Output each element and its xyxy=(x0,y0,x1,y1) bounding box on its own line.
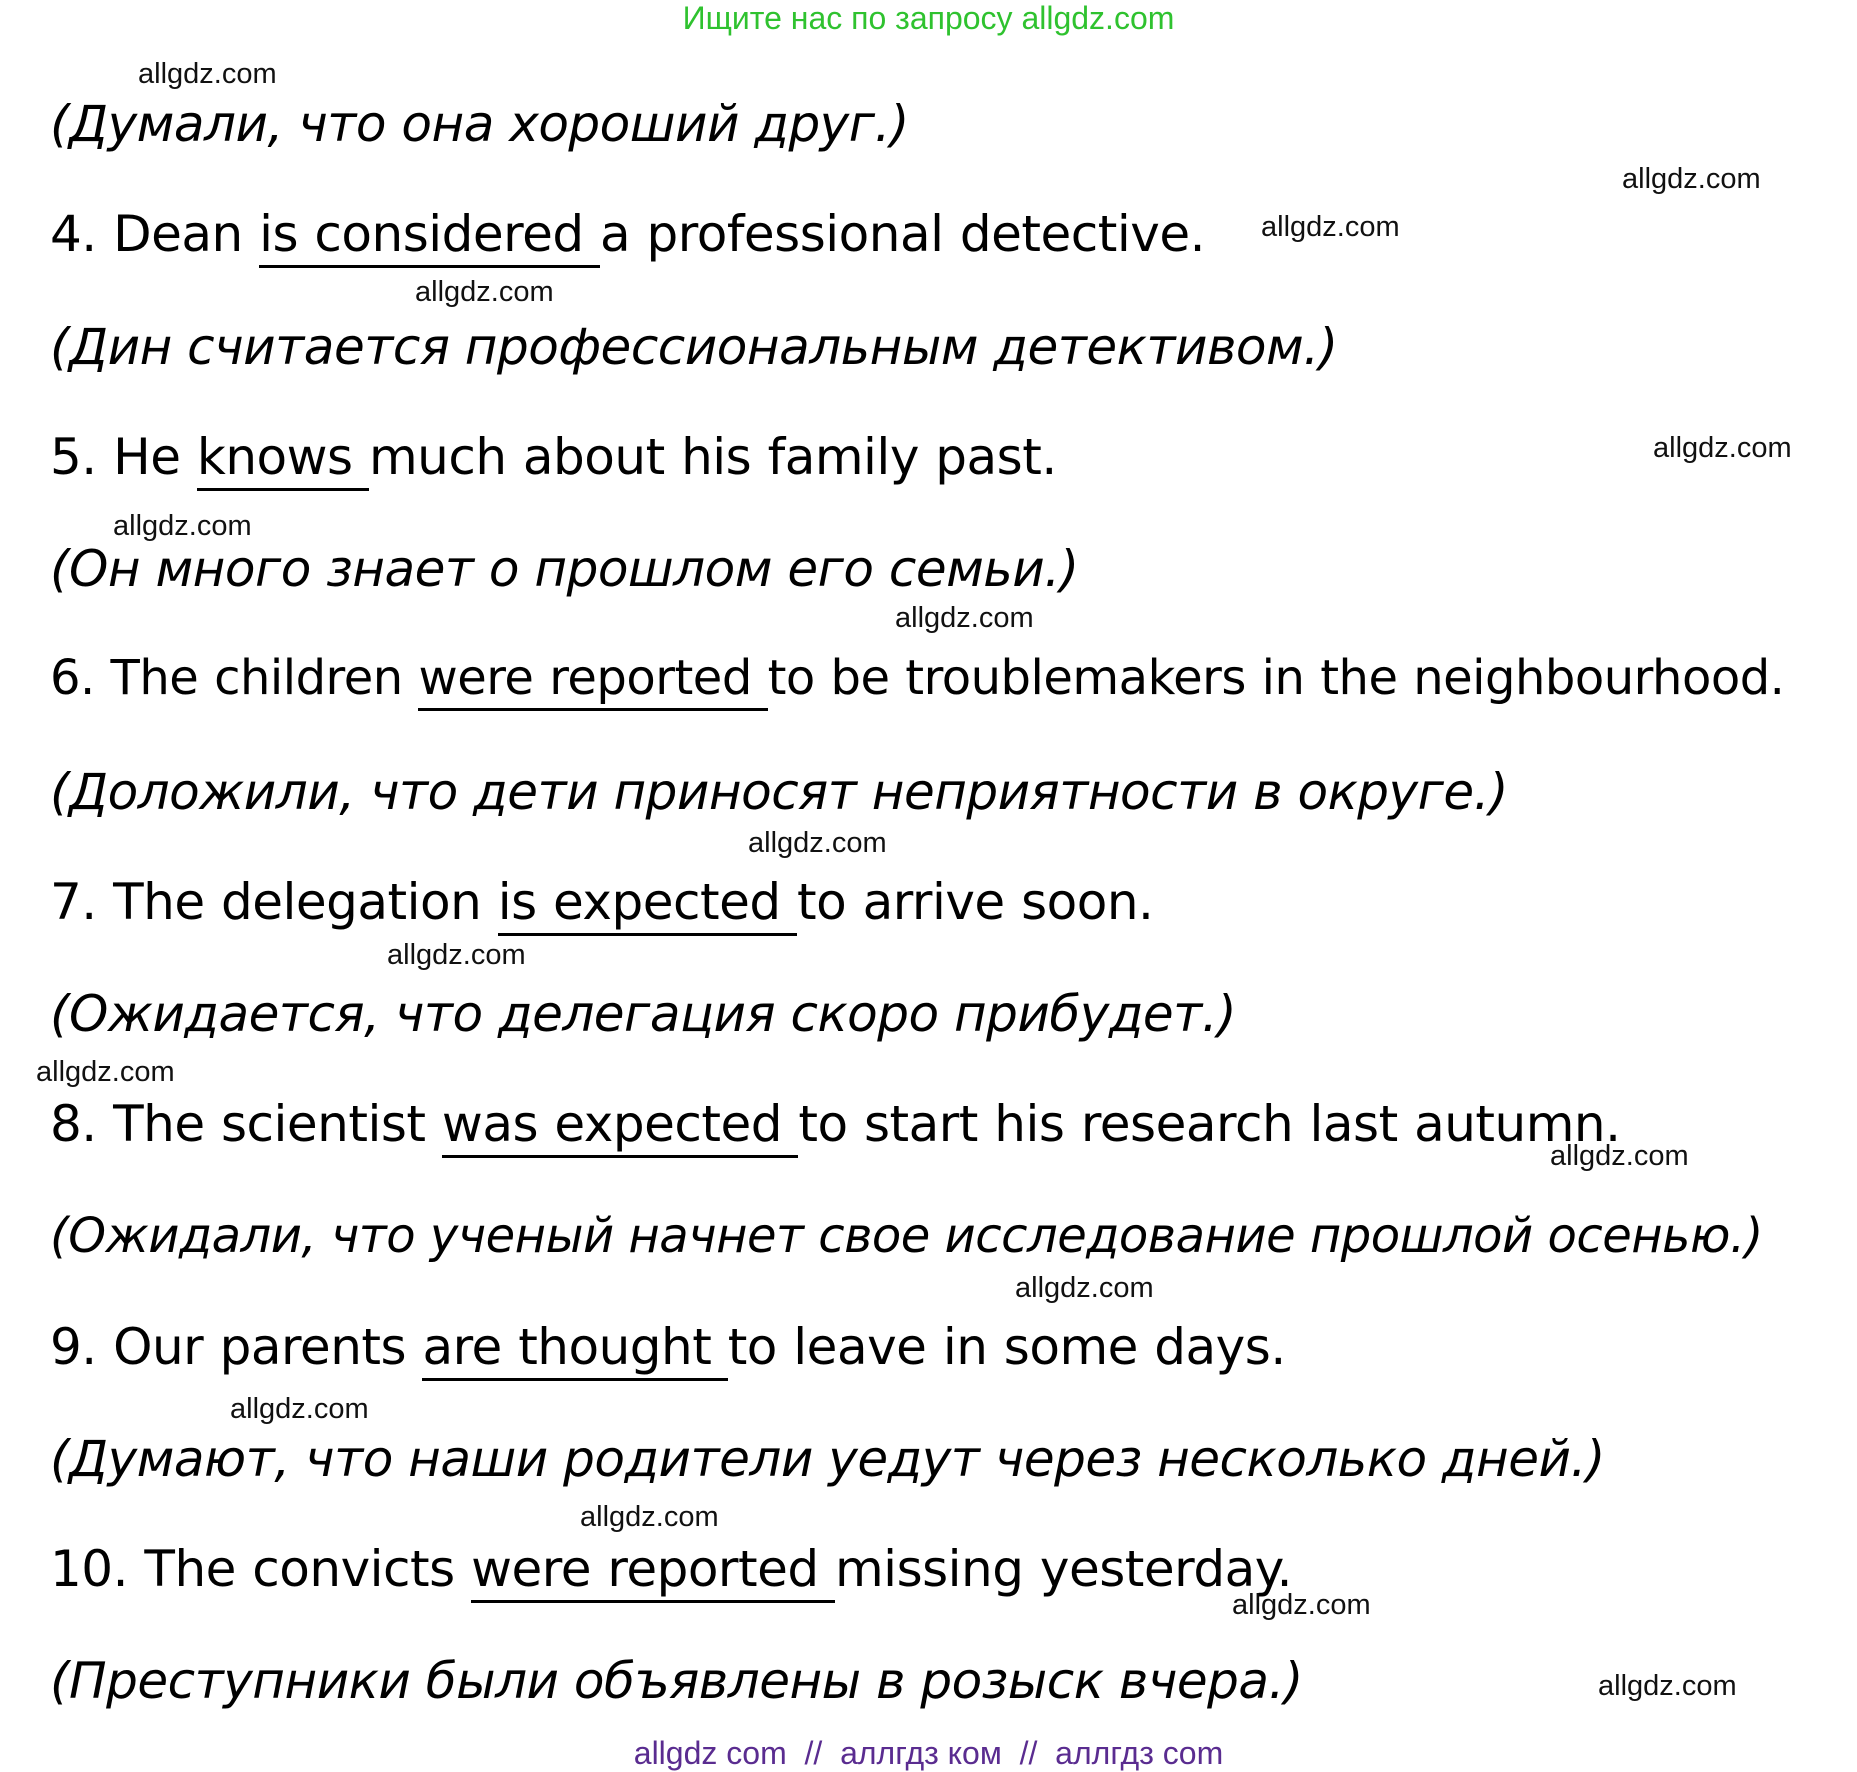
translation-6: (Доложили, что дети приносят неприятности в округе.) xyxy=(50,763,1509,821)
sentence-6 xyxy=(50,650,1784,706)
sentence-7-post: to arrive soon. xyxy=(796,873,1154,931)
watermark: allgdz.com xyxy=(1261,211,1400,243)
sentence-7-underlined: is expected xyxy=(498,873,797,936)
sentence-7-pre: 7. The delegation xyxy=(50,873,498,931)
watermark: allgdz.com xyxy=(230,1393,369,1425)
translation-8: (Ожидали, что ученый начнет свое исследование прошлой осенью.) xyxy=(50,1208,1763,1264)
sentence-10-underlined: were reported xyxy=(471,1540,835,1603)
sentence-5-post: much about his family past. xyxy=(368,428,1057,486)
sentence-10-pre: 10. The convicts xyxy=(50,1540,472,1598)
sentence-6-underlined: were reported xyxy=(418,650,767,711)
sentence-6-post: to be troublemakers in the neighbourhood. xyxy=(767,650,1785,706)
watermark: allgdz.com xyxy=(36,1056,175,1088)
site-footer-links: allgdz com // аллгдз ком // аллгдз com xyxy=(633,1735,1224,1771)
sentence-4-post: a professional detective. xyxy=(600,205,1205,263)
sentence-10-post: missing yesterday. xyxy=(834,1540,1293,1598)
sentence-8-pre: 8. The scientist xyxy=(50,1095,442,1153)
watermark: allgdz.com xyxy=(1653,432,1792,464)
sentence-4 xyxy=(50,205,1205,263)
translation-3: (Думали, что она хороший друг.) xyxy=(50,95,909,153)
sentence-8-underlined: was expected xyxy=(442,1095,798,1158)
sentence-9-underlined: are thought xyxy=(422,1318,727,1381)
watermark: allgdz.com xyxy=(113,510,252,542)
watermark: allgdz.com xyxy=(387,939,526,971)
watermark: allgdz.com xyxy=(1598,1670,1737,1702)
site-header-banner: Ищите нас по запросу allgdz.com xyxy=(682,0,1175,36)
sentence-9-pre: 9. Our parents xyxy=(50,1318,423,1376)
sentence-9 xyxy=(50,1318,1286,1376)
sentence-9-post: to leave in some days. xyxy=(727,1318,1286,1376)
sentence-8 xyxy=(50,1095,1621,1153)
sentence-4-underlined: is considered xyxy=(259,205,600,268)
sentence-5-underlined: knows xyxy=(197,428,369,491)
sentence-5-pre: 5. He xyxy=(50,428,197,486)
sentence-8-post: to start his research last autumn. xyxy=(798,1095,1621,1153)
sentence-5 xyxy=(50,428,1057,486)
sentence-7 xyxy=(50,873,1153,931)
translation-7: (Ожидается, что делегация скоро прибудет.) xyxy=(50,985,1237,1043)
watermark: allgdz.com xyxy=(138,58,277,90)
sentence-4-pre: 4. Dean xyxy=(50,205,260,263)
translation-9: (Думают, что наши родители уедут через несколько дней.) xyxy=(50,1430,1605,1488)
watermark: allgdz.com xyxy=(580,1501,719,1533)
watermark: allgdz.com xyxy=(1622,163,1761,195)
watermark: allgdz.com xyxy=(1550,1140,1689,1172)
watermark: allgdz.com xyxy=(1015,1272,1154,1304)
watermark: allgdz.com xyxy=(1232,1589,1371,1621)
translation-5: (Он много знает о прошлом его семьи.) xyxy=(50,540,1079,598)
watermark: allgdz.com xyxy=(895,602,1034,634)
watermark: allgdz.com xyxy=(415,276,554,308)
sentence-10 xyxy=(50,1540,1292,1598)
translation-4: (Дин считается профессиональным детективом.) xyxy=(50,318,1338,376)
sentence-6-pre: 6. The children xyxy=(50,650,419,706)
translation-10: (Преступники были объявлены в розыск вчера.) xyxy=(50,1652,1303,1710)
watermark: allgdz.com xyxy=(748,827,887,859)
